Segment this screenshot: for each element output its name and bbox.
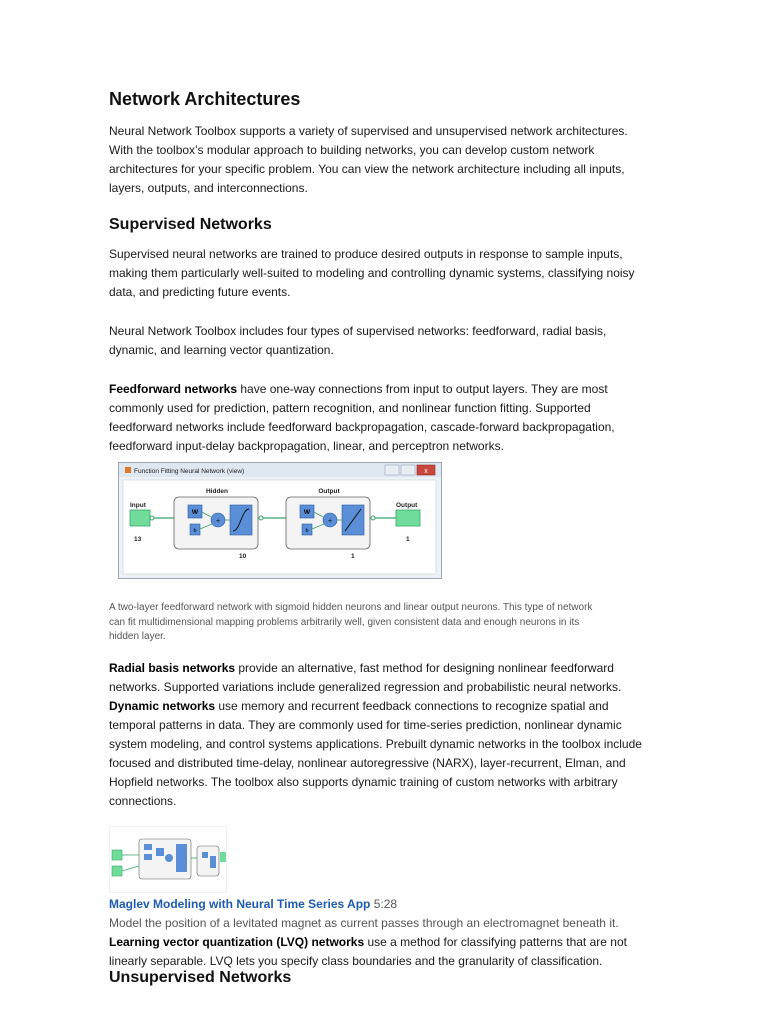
window-title: Function Fitting Neural Network (view): [134, 468, 245, 475]
lvq-term: Learning vector quantization (LVQ) networks: [109, 935, 365, 949]
diagram-canvas: [123, 480, 436, 574]
minimize-icon[interactable]: [385, 465, 399, 475]
maximize-icon[interactable]: [401, 465, 415, 475]
intro-paragraph: Neural Network Toolbox supports a variety of supervised and unsupervised network architectures. With the toolbox’s modular approach to building networks, you can develop custom network architectures for your specific problem. You can view the network architecture including all inputs, layers, outputs, and interconnections.: [109, 124, 628, 195]
svg-text:x: x: [424, 468, 428, 475]
feedforward-network-figure: [118, 462, 442, 579]
svg-text:+: +: [215, 518, 221, 525]
hidden-label: Hidden: [205, 488, 229, 495]
svg-text:+: +: [327, 518, 333, 525]
video-description: Model the position of a levitated magnet as current passes through an electromagnet beneath it.: [109, 916, 619, 930]
svg-text:b: b: [193, 528, 197, 534]
unsupervised-heading: Unsupervised Networks: [109, 969, 292, 986]
supervised-heading: Supervised Networks: [109, 216, 272, 233]
svg-text:W: W: [303, 509, 311, 516]
supervised-paragraph-2: Neural Network Toolbox includes four types of supervised networks: feedforward, radial basis, dynamic, and learning vector quantization.: [109, 324, 607, 357]
video-thumbnail[interactable]: [109, 826, 227, 893]
input-size: 13: [134, 536, 142, 543]
video-info: Maglev Modeling with Neural Time Series App 5:28 Model the position of a levitated magnet as current passes through an electromagnet beneath it. Learning vector quantization (LVQ) networks use a method for classifying patterns that are not linearly separable. LVQ lets you specify class boundaries and the granularity of classification.: [109, 897, 627, 968]
video-title-link[interactable]: Maglev Modeling with Neural Time Series App: [109, 897, 371, 911]
svg-text:b: b: [305, 528, 309, 534]
feedforward-paragraph: Feedforward networks have one-way connections from input to output layers. They are most commonly used for prediction, pattern recognition, and nonlinear function fitting. Supported feedforward networks include feedforward backpropagation, cascade-forward backpropagation, feedforward input-delay backpropagation, linear, and perceptron networks.: [109, 382, 615, 453]
hidden-size: 10: [239, 553, 247, 560]
output-node: [396, 510, 420, 526]
output-size: 1: [406, 536, 410, 543]
output-layer-size: 1: [351, 553, 355, 560]
input-label: Input: [130, 502, 146, 509]
svg-text:W: W: [191, 509, 199, 516]
matlab-logo-icon: [125, 467, 131, 473]
network-diagram: [118, 462, 442, 579]
supervised-paragraph-1: Supervised neural networks are trained to produce desired outputs in response to sample inputs, making them particularly well-suited to modeling and controlling dynamic systems, classifying noisy data, and predicting future events.: [109, 247, 635, 299]
input-node: [130, 510, 150, 526]
figure-caption: A two-layer feedforward network with sigmoid hidden neurons and linear output neurons. This type of network can fit multidimensional mapping problems arbitrarily well, given consistent data and enough neurons in its hidden layer.: [109, 602, 593, 642]
feedforward-term: Feedforward networks: [109, 382, 238, 396]
radial-term: Radial basis networks: [109, 661, 236, 675]
video-thumbnail-image[interactable]: [109, 826, 227, 893]
page-title: Network Architectures: [109, 89, 301, 109]
radial-dynamic-paragraph: Radial basis networks provide an alternative, fast method for designing nonlinear feedforward networks. Supported variations include generalized regression and probabilistic neural networks. Dynamic networks use memory and recurrent feedback connections to recognize spatial and temporal patterns in data. They are commonly used for time-series prediction, nonlinear dynamic system modeling, and control systems applications. Prebuilt dynamic networks in the toolbox include focused and distributed time-delay, nonlinear autoregressive (NARX), layer-recurrent, Elman, and Hopfield networks. The toolbox also supports dynamic training of custom networks with arbitrary connections.: [109, 661, 642, 808]
dynamic-term: Dynamic networks: [109, 699, 216, 713]
output-label: Output: [396, 502, 418, 509]
output-layer-label: Output: [318, 488, 340, 495]
video-duration: 5:28: [373, 897, 398, 911]
